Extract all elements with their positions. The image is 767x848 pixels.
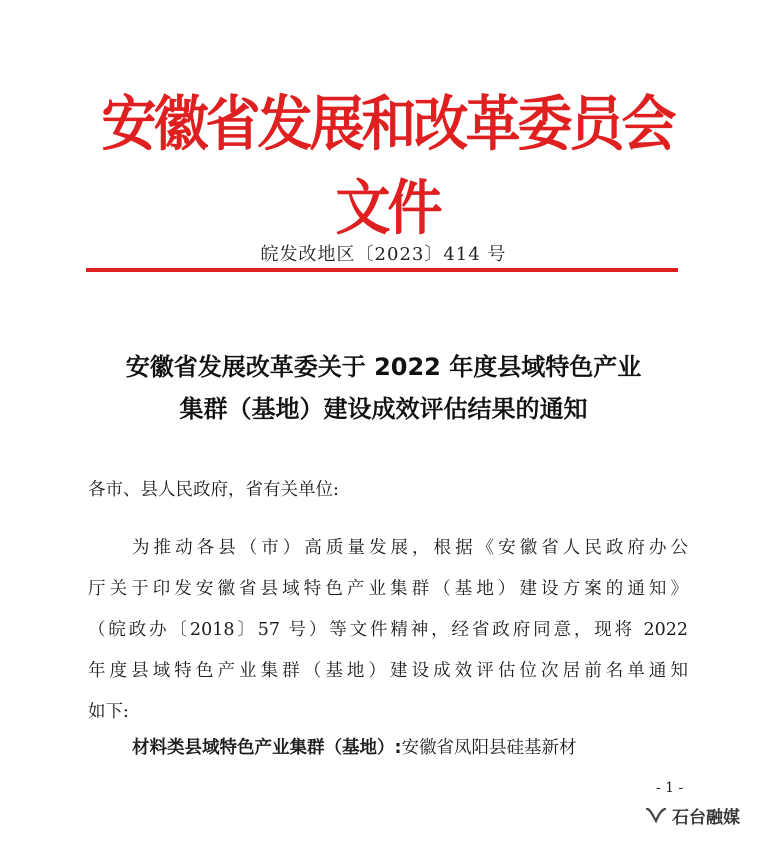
source-watermark	[645, 803, 740, 828]
red-separator-rule	[86, 268, 678, 272]
salutation: 各市、县人民政府，省有关单位:	[88, 480, 339, 500]
notice-title	[70, 346, 697, 430]
paragraph-line-5: 如下:	[88, 702, 129, 722]
document-number: 皖发改地区〔2023〕414 号	[260, 244, 507, 265]
notice-title-line-1: 安徽省发展改革委关于 2022 年度县域特色产业	[125, 353, 642, 381]
watermark-text: 石台融媒	[672, 808, 740, 828]
paragraph-line-3: （皖政办〔2018〕57 号）等文件精神，经省政府同意，现将 2022	[88, 620, 688, 640]
section-line	[132, 734, 577, 759]
wechat-channel-icon	[645, 806, 667, 826]
notice-title-line-2: 集群（基地）建设成效评估结果的通知	[179, 395, 588, 423]
paragraph-line-2: 厅关于印发安徽省县域特色产业集群（基地）建设方案的通知》	[88, 579, 688, 599]
section-text: 安徽省凤阳县硅基新材	[401, 738, 577, 758]
masthead-title: 安徽省发展和改革委员会文件	[101, 88, 674, 243]
section-lead: 材料类县域特色产业集群（基地）:	[132, 738, 402, 758]
page-number: - 1 -	[656, 780, 684, 796]
paragraph-line-1: 为推动各县（市）高质量发展，根据《安徽省人民政府办公	[132, 538, 688, 558]
paragraph-line-4: 年度县域特色产业集群（基地）建设成效评估位次居前名单通知	[88, 661, 688, 681]
